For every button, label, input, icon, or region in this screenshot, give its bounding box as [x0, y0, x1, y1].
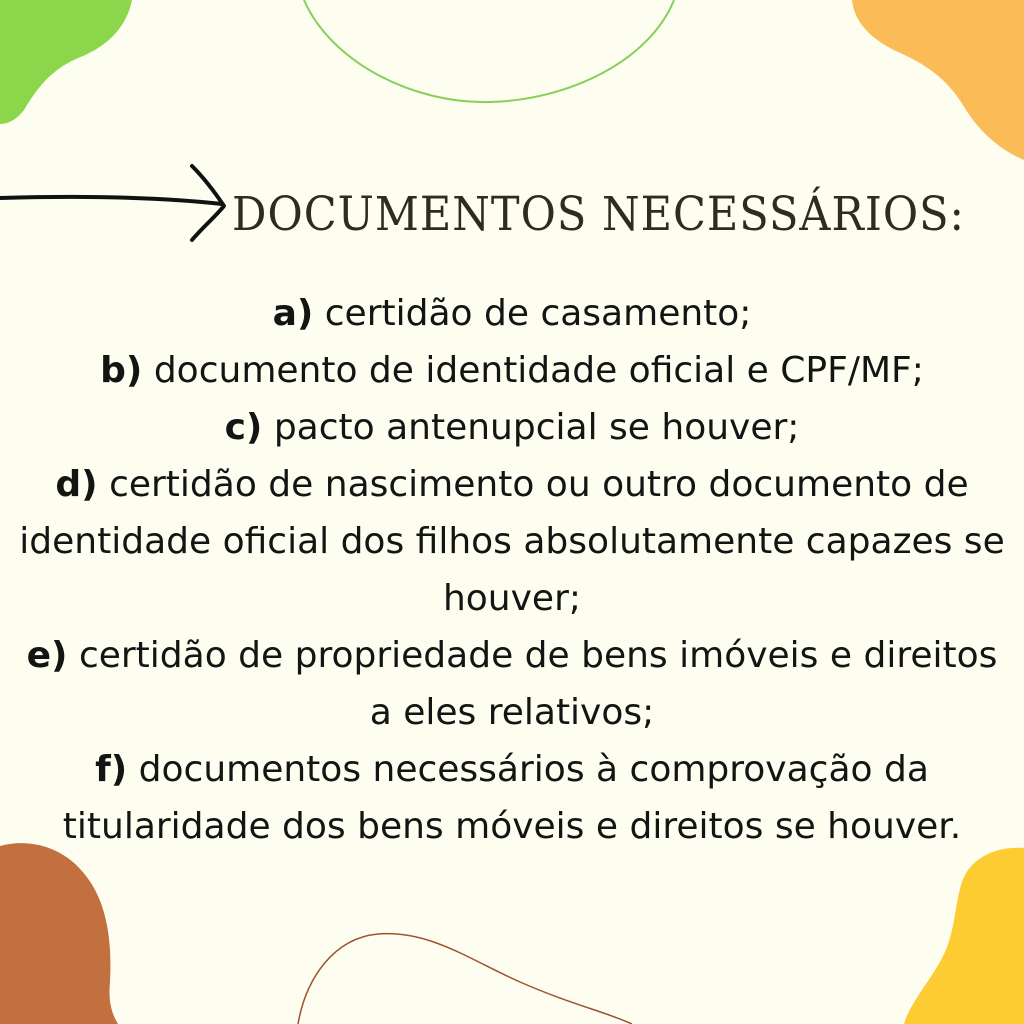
- list-item: [12, 342, 1012, 399]
- item-letter: b): [100, 350, 143, 391]
- arrow-right-icon: [0, 166, 224, 240]
- list-item: [12, 456, 1012, 627]
- item-text: certidão de casamento;: [324, 293, 752, 334]
- ring-bottom: [298, 934, 632, 1024]
- item-letter: c): [224, 407, 263, 448]
- item-letter: f): [95, 749, 128, 790]
- blob-top-left: [0, 0, 132, 124]
- blob-top-right: [852, 0, 1024, 160]
- item-text: documento de identidade oficial e CPF/MF;: [153, 350, 924, 391]
- blob-bottom-left: [0, 843, 118, 1024]
- list-item: [12, 627, 1012, 741]
- item-text: certidão de nascimento ou outro documento de identidade oficial dos filhos absolutamente capazes se houver;: [19, 464, 1005, 619]
- item-text: pacto antenupcial se houver;: [273, 407, 800, 448]
- item-letter: a): [272, 293, 314, 334]
- page-title: DOCUMENTOS NECESSÁRIOS:: [232, 188, 966, 242]
- list-item: [12, 399, 1012, 456]
- list-item: [12, 741, 1012, 855]
- item-text: documentos necessários à comprovação da titularidade dos bens móveis e direitos se houver.: [62, 749, 962, 847]
- blob-bottom-right: [904, 848, 1024, 1024]
- documents-list: [0, 285, 1024, 855]
- item-letter: e): [26, 635, 68, 676]
- item-letter: d): [55, 464, 98, 505]
- ring-top: [304, 0, 674, 102]
- list-item: [12, 285, 1012, 342]
- item-text: certidão de propriedade de bens imóveis e direitos a eles relativos;: [78, 635, 998, 733]
